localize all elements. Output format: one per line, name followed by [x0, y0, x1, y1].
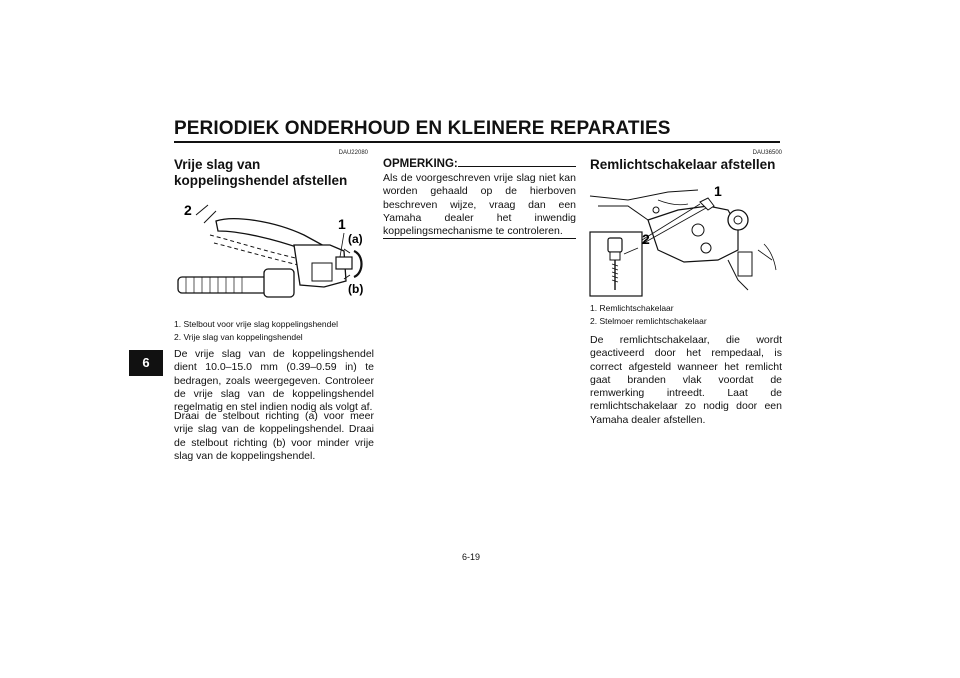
clutch-lever-figure: [174, 195, 374, 313]
right-fig-label-2: 2: [642, 231, 650, 247]
title-rule: [174, 141, 780, 143]
left-caption-1: 1. Stelbout voor vrije slag koppelingshendel: [174, 319, 338, 329]
right-paragraph: De remlichtschakelaar, die wordt geactiveerd door het rempedaal, is correct afgesteld wanneer het remlicht gaat branden vlak voordat de remwerking intreedt. Laat de remlichtschakelaar zo nodig door een Yamaha dealer afstellen.: [590, 334, 782, 426]
left-fig-label-a: (a): [348, 232, 363, 246]
left-caption-2: 2. Vrije slag van koppelingshendel: [174, 332, 303, 342]
left-fig-label-2: 2: [184, 202, 192, 218]
chapter-tab: 6: [129, 350, 163, 376]
left-section-heading: Vrije slag van koppelingshendel afstellen: [174, 157, 348, 188]
left-paragraph-1: De vrije slag van de koppelingshendel dient 10.0–15.0 mm (0.39–0.59 in) te bedragen, zoals weergegeven. Controleer de vrije slag van de koppelingshendel regelmatig en stel indien nodig als volgt af.: [174, 348, 374, 414]
page-title: PERIODIEK ONDERHOUD EN KLEINERE REPARATIES: [174, 118, 671, 139]
right-section-heading: Remlichtschakelaar afstellen: [590, 157, 776, 172]
right-caption-2: 2. Stelmoer remlichtschakelaar: [590, 316, 707, 326]
right-caption-1: 1. Remlichtschakelaar: [590, 303, 674, 313]
right-caption-list: [590, 302, 782, 328]
note-text: Als de voorgeschreven vrije slag niet kan worden gehaald op de hierboven beschreven wijze, vraag dan een Yamaha dealer het inwendig koppelingsmechanisme te controleren.: [383, 172, 576, 238]
note-bottom-rule: [383, 238, 576, 239]
left-section-code: DAU22080: [338, 150, 368, 156]
note-heading: OPMERKING:: [383, 158, 458, 170]
page-number: 6-19: [462, 552, 481, 562]
left-fig-label-1: 1: [338, 216, 346, 232]
left-paragraph-2: Draai de stelbout richting (a) voor meer vrije slag van de koppelingshendel. Draai de stelbout richting (b) voor minder vrije slag van de koppelingshendel.: [174, 410, 374, 462]
brake-switch-figure: [588, 180, 780, 298]
right-fig-label-1: 1: [714, 183, 722, 199]
note-top-rule: [458, 166, 576, 167]
left-fig-label-b: (b): [348, 282, 364, 296]
right-section-code: DAU36500: [752, 150, 782, 156]
left-caption-list: [174, 318, 374, 344]
